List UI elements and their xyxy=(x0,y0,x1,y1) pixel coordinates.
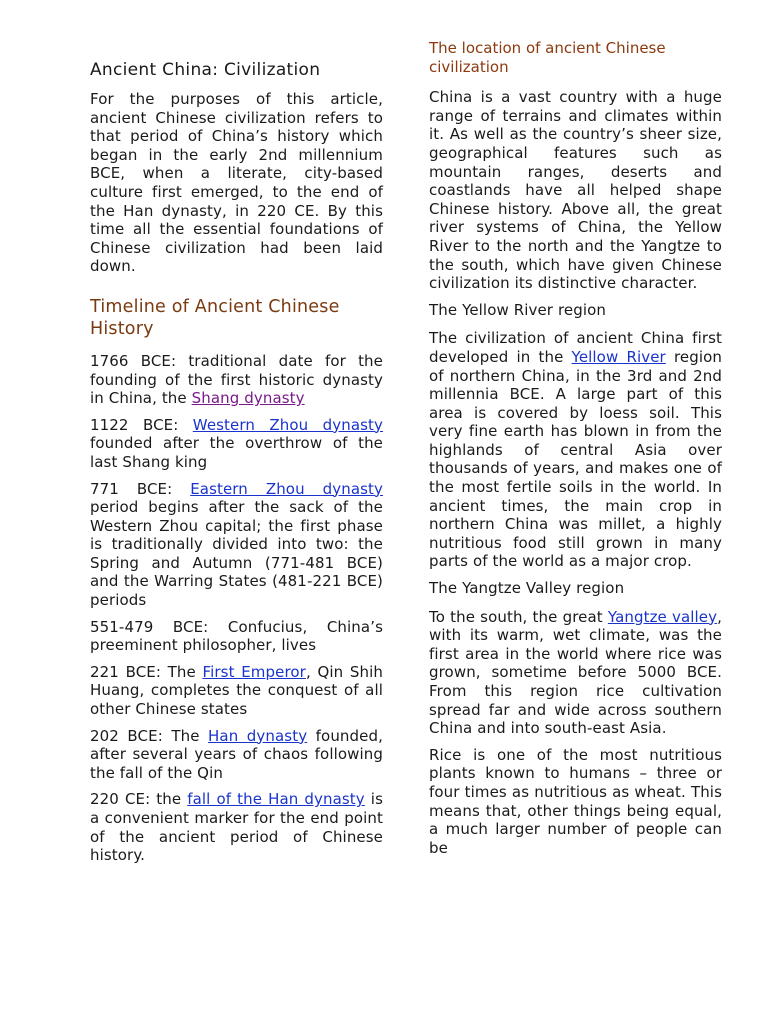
yangtze-paragraph: To the south, the great Yangtze valley, with its warm, wet climate, was the first area in the world where rice was grown, sometime before 5000 BCE. From this region rice cultivation spread far and wide across southern China and into south-east Asia. xyxy=(429,607,722,738)
page-title: Ancient China: Civilization xyxy=(90,60,321,80)
timeline-event: 1766 BCE: traditional date for the founding of the first historic dynasty in China, the Shang dynasty xyxy=(90,351,383,408)
location-heading: The location of ancient Chinese civilization xyxy=(429,39,666,76)
yangtze-heading: The Yangtze Valley region xyxy=(429,579,625,598)
yellow-river-link[interactable]: Yellow River xyxy=(571,347,666,366)
intro-paragraph: For the purposes of this article, ancient Chinese civilization refers to that period of China’s history which began in the early 2nd millennium BCE, when a literate, city-based culture first emerged, to the end of the Han dynasty, in 220 CE. By this time all the essential foundations of Chinese civilization had been laid down. xyxy=(90,90,383,276)
right-column xyxy=(429,0,722,865)
first-emperor-link[interactable]: First Emperor xyxy=(202,662,306,681)
timeline-event: 221 BCE: The First Emperor, Qin Shih Huang, completes the conquest of all other Chinese states xyxy=(90,662,383,719)
location-paragraph: China is a vast country with a huge range of terrains and climates within it. As well as the country’s sheer size, geographical features such as mountain ranges, deserts and coastlands have all helped shape Chinese history. Above all, the great river systems of China, the Yellow River to the north and the Yangtze to the south, which have given Chinese civilization its distinctive character. xyxy=(429,88,722,293)
eastern-zhou-link[interactable]: Eastern Zhou dynasty xyxy=(190,479,383,498)
timeline-event: 771 BCE: Eastern Zhou dynasty period begins after the sack of the Western Zhou capital; the first phase is traditionally divided into two: the Spring and Autumn (771-481 BCE) and the Warring States (481-221 BCE) periods xyxy=(90,479,383,610)
rice-paragraph: Rice is one of the most nutritious plants known to humans – three or four times as nutritious as wheat. This means that, other things being equal, a much larger number of people can be xyxy=(429,745,722,857)
shang-dynasty-link[interactable]: Shang dynasty xyxy=(191,389,305,408)
yellow-river-heading: The Yellow River region xyxy=(429,300,606,319)
fall-of-han-link[interactable]: fall of the Han dynasty xyxy=(187,790,365,809)
han-dynasty-link[interactable]: Han dynasty xyxy=(208,726,308,745)
yellow-river-paragraph: The civilization of ancient China first developed in the Yellow River region of northern China, in the 3rd and 2nd millennia BCE. A large part of this area is covered by loess soil. This very fine earth has blown in from the highlands of central Asia over thousands of years, and makes one of the most fertile soils in the world. In ancient times, the main crop in northern China was millet, a highly nutritious food still grown in many parts of the world as a major crop. xyxy=(429,329,722,571)
timeline-event: 202 BCE: The Han dynasty founded, after several years of chaos following the fall of the Qin xyxy=(90,726,383,782)
timeline-event: 220 CE: the fall of the Han dynasty is a convenient marker for the end point of the ancient period of Chinese history. xyxy=(90,790,383,865)
timeline-event: 1122 BCE: Western Zhou dynasty founded after the overthrow of the last Shang king xyxy=(90,415,383,471)
yangtze-valley-link[interactable]: Yangtze valley xyxy=(607,607,718,626)
left-column xyxy=(90,0,383,873)
timeline-event: 551-479 BCE: Confucius, China’s preeminent philosopher, lives xyxy=(90,617,383,655)
timeline-heading: Timeline of Ancient Chinese History xyxy=(90,296,340,339)
western-zhou-link[interactable]: Western Zhou dynasty xyxy=(192,415,383,434)
